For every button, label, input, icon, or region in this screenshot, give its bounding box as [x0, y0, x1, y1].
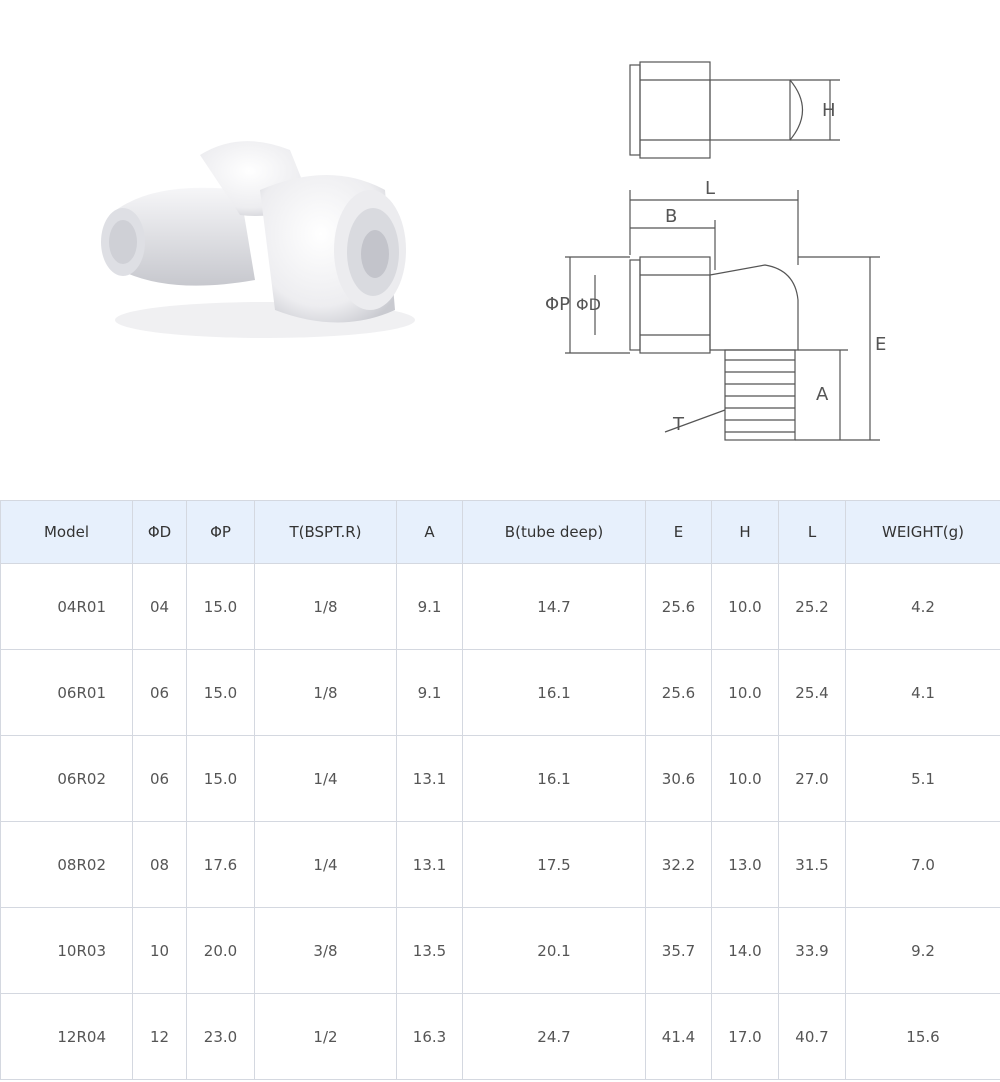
cell-weight: 4.2 [846, 564, 1000, 650]
cell-model: 06R02 [1, 736, 133, 822]
cell-weight: 4.1 [846, 650, 1000, 736]
cell-a: 16.3 [397, 994, 463, 1080]
cell-e: 41.4 [646, 994, 712, 1080]
cell-a: 13.5 [397, 908, 463, 994]
cell-h: 10.0 [712, 736, 779, 822]
table-row [1, 994, 1000, 1080]
cell-d: 06 [133, 650, 187, 736]
cell-model: 10R03 [1, 908, 133, 994]
cell-h: 13.0 [712, 822, 779, 908]
cell-d: 12 [133, 994, 187, 1080]
dim-label-E: E [875, 334, 887, 355]
elbow-fitting-photo [90, 120, 430, 360]
cell-model: 04R01 [1, 564, 133, 650]
cell-d: 06 [133, 736, 187, 822]
product-illustration-area [0, 0, 1000, 500]
dim-label-A: A [816, 384, 829, 405]
col-header-weight: WEIGHT(g) [846, 501, 1000, 564]
cell-weight: 15.6 [846, 994, 1000, 1080]
col-header-a: A [397, 501, 463, 564]
cell-h: 10.0 [712, 650, 779, 736]
cell-e: 25.6 [646, 564, 712, 650]
table-row [1, 908, 1000, 994]
table-row [1, 564, 1000, 650]
cell-d: 10 [133, 908, 187, 994]
cell-p: 23.0 [187, 994, 255, 1080]
dim-label-L: L [705, 178, 716, 199]
table-row [1, 736, 1000, 822]
col-header-l: L [779, 501, 846, 564]
cell-l: 25.2 [779, 564, 846, 650]
cell-model: 06R01 [1, 650, 133, 736]
dim-label-H: H [822, 100, 836, 121]
cell-l: 33.9 [779, 908, 846, 994]
cell-l: 40.7 [779, 994, 846, 1080]
cell-a: 13.1 [397, 736, 463, 822]
cell-weight: 7.0 [846, 822, 1000, 908]
cell-b: 16.1 [463, 736, 646, 822]
cell-b: 16.1 [463, 650, 646, 736]
cell-t: 1/8 [255, 650, 397, 736]
dim-label-B: B [665, 206, 678, 227]
cell-e: 25.6 [646, 650, 712, 736]
technical-drawing [540, 40, 940, 460]
cell-p: 15.0 [187, 650, 255, 736]
cell-l: 25.4 [779, 650, 846, 736]
cell-b: 20.1 [463, 908, 646, 994]
cell-l: 27.0 [779, 736, 846, 822]
cell-b: 24.7 [463, 994, 646, 1080]
cell-h: 17.0 [712, 994, 779, 1080]
col-header-model: Model [1, 501, 133, 564]
cell-model: 08R02 [1, 822, 133, 908]
table-row [1, 822, 1000, 908]
col-header-t: T(BSPT.R) [255, 501, 397, 564]
cell-a: 9.1 [397, 564, 463, 650]
col-header-b: B(tube deep) [463, 501, 646, 564]
cell-b: 14.7 [463, 564, 646, 650]
cell-d: 08 [133, 822, 187, 908]
cell-e: 35.7 [646, 908, 712, 994]
cell-p: 17.6 [187, 822, 255, 908]
cell-p: 15.0 [187, 736, 255, 822]
cell-t: 1/8 [255, 564, 397, 650]
cell-t: 3/8 [255, 908, 397, 994]
cell-e: 30.6 [646, 736, 712, 822]
cell-p: 15.0 [187, 564, 255, 650]
col-header-p: ΦP [187, 501, 255, 564]
cell-h: 14.0 [712, 908, 779, 994]
col-header-d: ΦD [133, 501, 187, 564]
cell-t: 1/4 [255, 822, 397, 908]
cell-d: 04 [133, 564, 187, 650]
cell-b: 17.5 [463, 822, 646, 908]
cell-weight: 5.1 [846, 736, 1000, 822]
dim-label-T: T [673, 414, 684, 435]
cell-model: 12R04 [1, 994, 133, 1080]
col-header-h: H [712, 501, 779, 564]
cell-t: 1/2 [255, 994, 397, 1080]
cell-e: 32.2 [646, 822, 712, 908]
spec-table [0, 500, 1000, 1080]
cell-t: 1/4 [255, 736, 397, 822]
table-row [1, 650, 1000, 736]
cell-a: 13.1 [397, 822, 463, 908]
col-header-e: E [646, 501, 712, 564]
table-header-row [1, 501, 1000, 564]
cell-h: 10.0 [712, 564, 779, 650]
cell-p: 20.0 [187, 908, 255, 994]
cell-a: 9.1 [397, 650, 463, 736]
cell-weight: 9.2 [846, 908, 1000, 994]
dim-label-D: ΦD [576, 295, 601, 314]
cell-l: 31.5 [779, 822, 846, 908]
dim-label-P: ΦP [545, 294, 571, 315]
